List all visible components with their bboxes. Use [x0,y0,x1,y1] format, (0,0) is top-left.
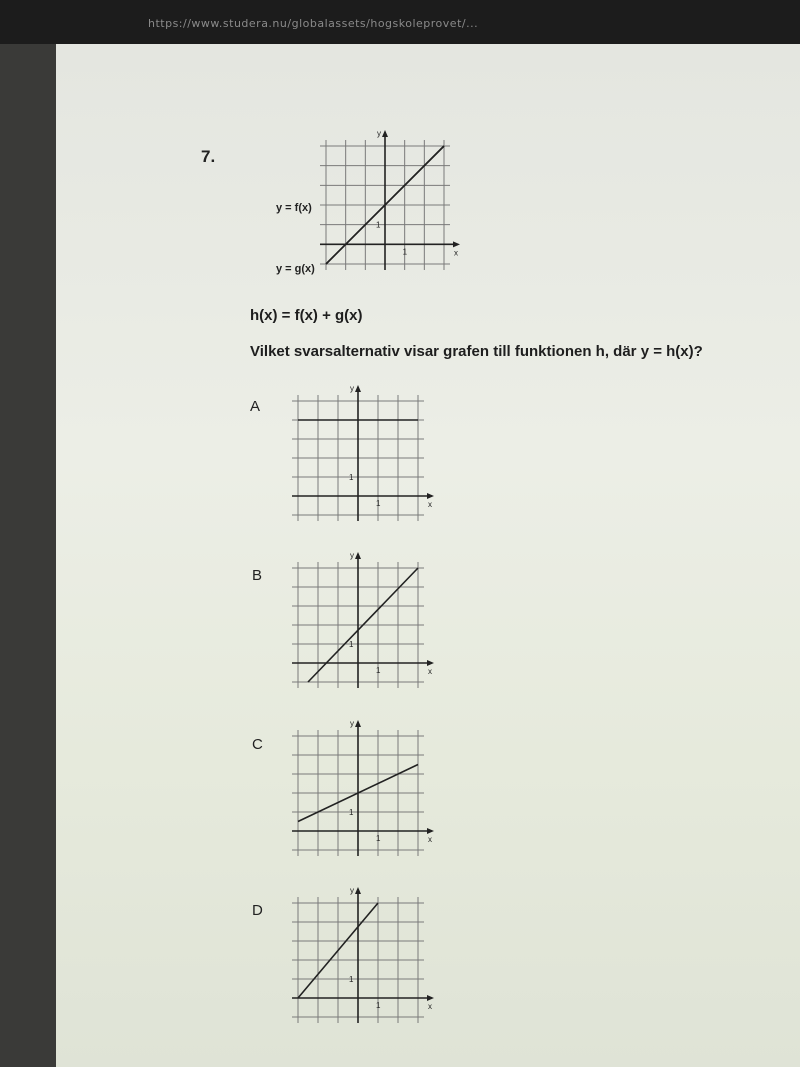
x-axis-label: x [428,835,432,844]
f-label: y = f(x) [276,202,312,214]
x-tick-label-1: 1 [402,247,408,257]
x-axis-label: x [454,248,458,258]
option-c-graph[interactable] [292,719,432,856]
browser-bar [0,0,800,44]
option-a-graph[interactable] [292,384,432,521]
main-graph [320,129,458,270]
y-axis-label: y [350,886,354,895]
x-axis-label: x [428,1002,432,1011]
y-axis-label: y [350,719,354,728]
g-label: y = g(x) [276,263,315,275]
y-axis-label: y [350,551,354,560]
question-prompt: Vilket svarsalternativ visar grafen till funktionen h, där y = h(x)? [250,343,703,360]
y-tick-label-1: 1 [376,220,381,230]
url-text: https://www.studera.nu/globalassets/hogskoleprovet/... [148,17,479,30]
screen-left-edge [0,44,56,1067]
x-axis-label: x [428,500,432,509]
x-tick-label-1: 1 [376,666,381,675]
y-tick-label-1: 1 [349,473,354,482]
option-a-letter[interactable]: A [250,398,261,415]
y-axis-label: y [377,129,381,138]
y-tick-label-1: 1 [349,975,354,984]
x-axis-label: x [428,667,432,676]
question-number: 7. [201,147,216,166]
option-b-graph[interactable] [292,551,432,688]
option-d-letter[interactable]: D [252,902,263,919]
y-axis-label: y [350,384,354,393]
x-tick-label-1: 1 [376,1001,381,1010]
y-tick-label-1: 1 [349,808,354,817]
formula: h(x) = f(x) + g(x) [250,307,363,324]
x-tick-label-1: 1 [376,834,381,843]
y-tick-label-1: 1 [349,640,354,649]
option-d-graph[interactable] [292,886,432,1023]
option-c-letter[interactable]: C [252,736,263,753]
x-tick-label-1: 1 [376,499,381,508]
option-b-letter[interactable]: B [252,567,263,584]
